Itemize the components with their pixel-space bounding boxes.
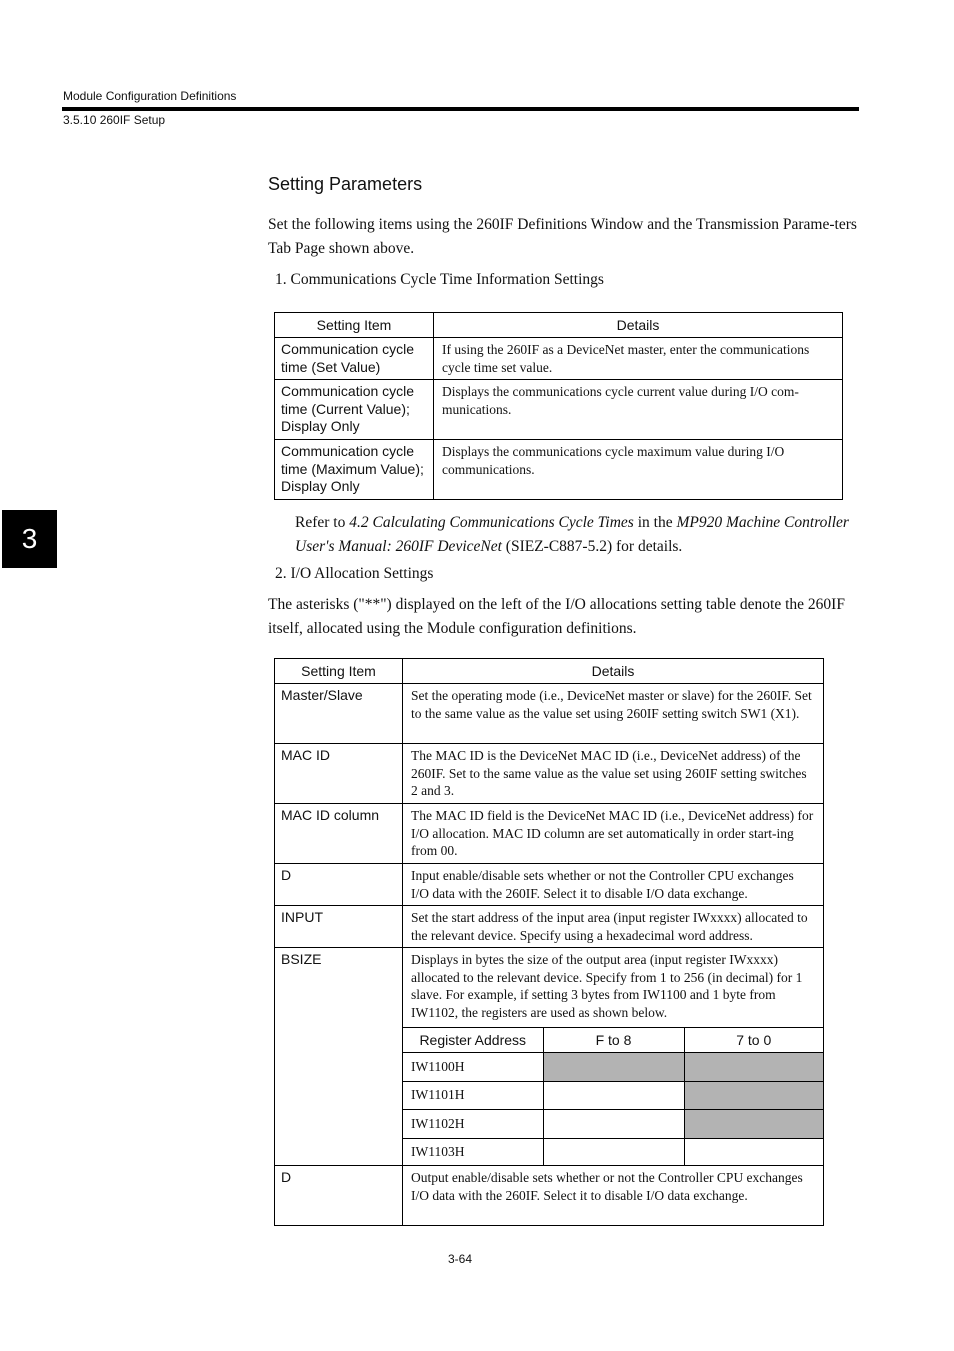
register-address: IW1100H [403, 1053, 543, 1082]
list-item-2: 2. I/O Allocation Settings [275, 565, 434, 582]
details-cell: Set the start address of the input area (input register IWxxxx) allocated to the relevant device. Specify using a hexadecimal word address. [403, 906, 824, 948]
page-number: 3-64 [447, 1252, 473, 1266]
table-row [275, 744, 824, 804]
high-byte-cell [543, 1138, 684, 1166]
header-f-to-8: F to 8 [543, 1028, 684, 1053]
register-address: IW1102H [403, 1110, 543, 1139]
header-rule [62, 107, 859, 111]
table-row [275, 804, 824, 864]
setting-item-cell: Communication cycle time (Set Value) [275, 338, 434, 380]
reference-paragraph [295, 511, 860, 559]
comm-cycle-table [274, 312, 843, 500]
table-header-row [275, 659, 824, 684]
table-row [275, 380, 843, 440]
register-row [403, 1053, 823, 1082]
setting-item-cell: MAC ID [275, 744, 403, 804]
high-byte-cell [543, 1110, 684, 1139]
setting-item-cell: Communication cycle time (Current Value); Display Only [275, 380, 434, 440]
setting-item-cell: D [275, 864, 403, 906]
table-row [275, 948, 824, 1166]
table-row [275, 684, 824, 744]
setting-item-cell: MAC ID column [275, 804, 403, 864]
header-details: Details [434, 313, 843, 338]
list-item-1: 1. Communications Cycle Time Information Settings [275, 271, 604, 288]
low-byte-cell [684, 1081, 823, 1110]
setting-item-cell: INPUT [275, 906, 403, 948]
details-cell [403, 948, 824, 1166]
high-byte-cell [543, 1053, 684, 1082]
setting-item-cell: Master/Slave [275, 684, 403, 744]
intro-paragraph: Set the following items using the 260IF Definitions Window and the Transmission Parame-ters Tab Page shown above. [268, 216, 857, 257]
register-row [403, 1110, 823, 1139]
details-cell: Displays the communications cycle current value during I/O com-munications. [434, 380, 843, 440]
refer-suffix: (SIEZ-C887-5.2) for details. [501, 538, 683, 555]
details-cell: Input enable/disable sets whether or not the Controller CPU exchanges I/O data with the 260IF. Select it to disable I/O data exchange. [403, 864, 824, 906]
register-address: IW1101H [403, 1081, 543, 1110]
table-row [275, 864, 824, 906]
bsize-details-text: Displays in bytes the size of the output area (input register IWxxxx) allocated to the relevant device. Specify from 1 to 256 (in decimal) for 1 slave. For example, if setting 3 bytes from IW1100 and 1 byte from IW1102, the registers are used as shown below. [411, 952, 803, 1020]
details-cell: If using the 260IF as a DeviceNet master, enter the communications cycle time set value. [434, 338, 843, 380]
setting-item-cell: Communication cycle time (Maximum Value); Display Only [275, 440, 434, 500]
details-cell: The MAC ID is the DeviceNet MAC ID (i.e., DeviceNet address) of the 260IF. Set to the same value as the value set using 260IF setting switches 2 and 3. [403, 744, 824, 804]
low-byte-cell [684, 1053, 823, 1082]
register-row [403, 1081, 823, 1110]
table-row [275, 440, 843, 500]
low-byte-cell [684, 1110, 823, 1139]
table-row [275, 338, 843, 380]
section-title: Setting Parameters [268, 174, 423, 194]
register-header-row [403, 1028, 823, 1053]
low-byte-cell [684, 1138, 823, 1166]
running-header-subtitle: 3.5.10 260IF Setup [63, 113, 166, 127]
running-header-title: Module Configuration Definitions [63, 89, 237, 103]
refer-mid: in the [633, 514, 677, 531]
io-allocation-table [274, 658, 824, 1226]
details-cell: Output enable/disable sets whether or not the Controller CPU exchanges I/O data with the 260IF. Select it to disable I/O data exchange. [403, 1166, 824, 1226]
high-byte-cell [543, 1081, 684, 1110]
header-details: Details [403, 659, 824, 684]
refer-section-link: 4.2 Calculating Communications Cycle Times [349, 514, 634, 531]
register-row [403, 1138, 823, 1166]
details-cell: Displays the communications cycle maximum value during I/O communications. [434, 440, 843, 500]
header-setting-item: Setting Item [275, 659, 403, 684]
refer-prefix: Refer to [295, 514, 350, 531]
chapter-tab: 3 [2, 510, 57, 568]
table-row [275, 906, 824, 948]
setting-item-cell: BSIZE [275, 948, 403, 1166]
table-row [275, 1166, 824, 1226]
header-setting-item: Setting Item [275, 313, 434, 338]
header-register-address: Register Address [403, 1028, 543, 1053]
refer-manual-title: MP920 Machine Controller User's Manual: 260IF DeviceNet [295, 514, 849, 555]
asterisk-paragraph: The asterisks ("**") displayed on the left of the I/O allocations setting table denote the 260IF itself, allocated using the Module configuration definitions. [268, 596, 845, 637]
setting-item-cell: D [275, 1166, 403, 1226]
register-address: IW1103H [403, 1138, 543, 1166]
register-table [403, 1027, 823, 1166]
header-7-to-0: 7 to 0 [684, 1028, 823, 1053]
details-cell: Set the operating mode (i.e., DeviceNet master or slave) for the 260IF. Set to the same value as the value set using 260IF setting switch SW1 (X1). [403, 684, 824, 744]
details-cell: The MAC ID field is the DeviceNet MAC ID (i.e., DeviceNet address) for I/O allocation. MAC ID column are set automatically in order start-ing from 00. [403, 804, 824, 864]
table-header-row [275, 313, 843, 338]
